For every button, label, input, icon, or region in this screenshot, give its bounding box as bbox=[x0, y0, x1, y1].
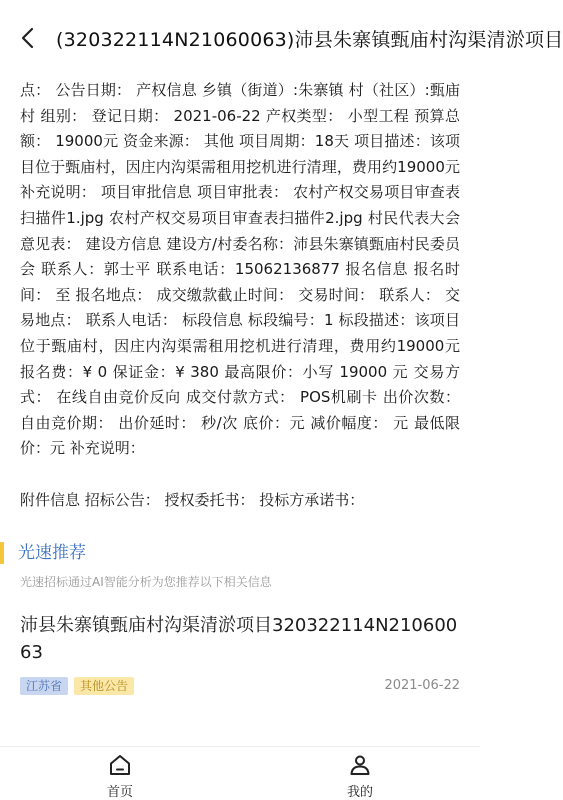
tab-home-label: 首页 bbox=[106, 785, 133, 800]
detail-scroll-area[interactable] bbox=[0, 78, 480, 746]
bottom-tab-bar bbox=[0, 746, 480, 800]
recommend-accent-bar bbox=[0, 542, 4, 564]
recommend-title: 光速推荐 bbox=[18, 542, 86, 563]
category-tag: 其他公告 bbox=[74, 677, 134, 695]
chevron-left-icon bbox=[18, 27, 38, 49]
home-icon bbox=[108, 753, 132, 777]
region-tag: 江苏省 bbox=[20, 677, 68, 695]
recommend-item-title[interactable]: 沛县朱寨镇甄庙村沟渠清淤项目320322114N21060063 bbox=[20, 614, 458, 663]
recommend-subtitle: 光速招标通过AI智能分析为您推荐以下相关信息 bbox=[20, 574, 272, 589]
back-button[interactable] bbox=[0, 0, 56, 76]
tab-mine-label: 我的 bbox=[346, 785, 373, 800]
top-nav-bar bbox=[0, 0, 563, 76]
recommend-list-item[interactable] bbox=[0, 612, 480, 696]
recommend-item-date: 2021-06-22 bbox=[384, 678, 460, 694]
recommend-item-meta bbox=[20, 676, 460, 696]
attachment-info: 附件信息 招标公告： 授权委托书： 投标方承诺书： bbox=[20, 490, 365, 509]
user-icon bbox=[348, 753, 372, 777]
project-detail-text: 点： 公告日期： 产权信息 乡镇（街道）:朱寨镇 村（社区）:甄庙村 组别： 登记日期： 2021-06-22 产权类型： 小型工程 预算总额： 19000元 资金来源： 其他 项目周期：18天 项目描述：该项目位于甄庙村，因庄内沟渠需租用挖机进行清理，费用约19000元 补充说明： 项目审批信息 项目审批表： 农村产权交易项目审查表扫描件1.jpg 农村产权交易项目审查表扫描件2.jpg 村民代表大会意见表： 建设方信息 建设方/村委名称：沛县朱寨镇甄庙村民委员会 联系人：郭士平 联系电话：15062136877 报名信息 报名时间： 至 报名地点： 成交缴款截止时间： 交易时间： 联系人： 交易地点： 联系人电话： 标段信息 标段编号：1 标段描述：该项目位于甄庙村，因庄内沟渠需租用挖机进行清理，费用约19000元 报名费：¥ 0 保证金：¥ 380 最高限价：小写 19000 元 交易方式： 在线自由竞价反向 成交付款方式： POS机刷卡 出价次数： 自由竞价期： 出价延时： 秒/次 底价：元 减价幅度： 元 最低限价：元 补充说明： bbox=[20, 81, 460, 458]
recommend-header bbox=[0, 540, 480, 566]
page-title: (320322114N21060063)沛县朱寨镇甄庙村沟渠清淤项目 bbox=[56, 28, 563, 51]
tab-home[interactable] bbox=[0, 747, 240, 800]
tab-mine[interactable] bbox=[240, 747, 480, 800]
